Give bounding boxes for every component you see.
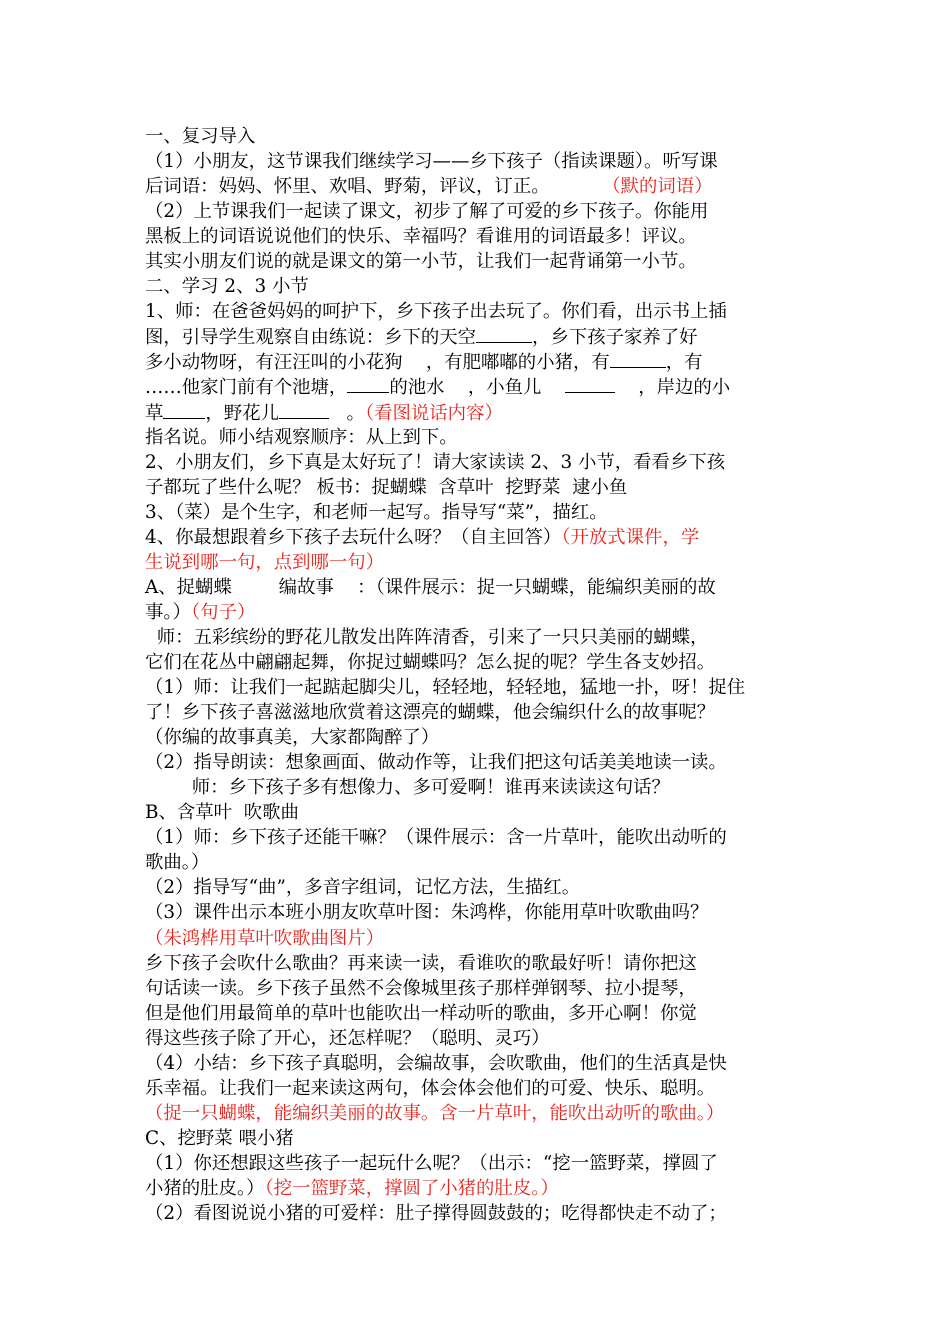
text-line <box>145 400 820 425</box>
text-line <box>145 1151 820 1176</box>
text-line <box>145 1026 820 1051</box>
line-text: 图，引导学生观察自由练说：乡下的天空 <box>145 327 477 349</box>
text-line <box>145 951 820 976</box>
red-annotation: 生说到哪一句，点到哪一句） <box>145 551 385 573</box>
line-text: 指名说。师小结观察顺序：从上到下。 <box>145 426 458 448</box>
line-text: ，有 <box>665 352 703 374</box>
text-line <box>145 324 820 349</box>
text-line <box>145 224 820 249</box>
fill-in-blank <box>163 400 205 419</box>
text-line <box>145 475 820 500</box>
fill-in-blank <box>279 400 329 419</box>
line-text: 得这些孩子除了开心，还怎样呢？（聪明、灵巧） <box>145 1027 550 1049</box>
line-text: 师：乡下孩子多有想像力、多可爱啊！谁再来读读这句话？ <box>145 777 670 799</box>
text-line <box>145 550 820 575</box>
text-line <box>145 1076 820 1101</box>
line-text: 了！乡下孩子喜滋滋地欣赏着这漂亮的蝴蝶，他会编织什么的故事呢？ <box>145 702 716 724</box>
line-text: C、挖野菜 喂小猪 <box>145 1127 294 1149</box>
text-line <box>145 149 820 174</box>
red-annotation: （句子） <box>190 601 256 623</box>
line-text: 它们在花丛中翩翩起舞，你捉过蝴蝶吗？怎么捉的呢？学生各支妙招。 <box>145 651 716 673</box>
text-line <box>145 575 820 600</box>
text-line <box>145 700 820 725</box>
line-text: （2）指导写“曲”，多音字组词，记忆方法，生描红。 <box>145 877 581 899</box>
line-text: 事。） <box>145 601 191 623</box>
line-text: 乡下孩子会吹什么歌曲？再来读一读，看谁吹的歌最好听！请你把这 <box>145 952 697 974</box>
line-text: （1）小朋友，这节课我们继续学习——乡下孩子（指读课题）。听写课 <box>145 151 718 173</box>
line-text: （2）指导朗读：想象画面、做动作等，让我们把这句话美美地读一读。 <box>145 752 727 774</box>
text-line <box>145 1201 820 1226</box>
line-text: ，岸边的小 <box>614 377 731 399</box>
line-text: 句话读一读。乡下孩子虽然不会像城里孩子那样弹钢琴、拉小提琴， <box>145 977 697 999</box>
line-text: （2）上节课我们一起读了课文，初步了解了可爱的乡下孩子。你能用 <box>145 201 709 223</box>
text-line <box>145 1126 820 1151</box>
text-line <box>145 775 820 800</box>
line-text: 其实小朋友们说的就是课文的第一小节，让我们一起背诵第一小节。 <box>145 251 697 273</box>
line-text: 的池水 ，小鱼儿 <box>389 377 565 399</box>
line-text: ……他家门前有个池塘， <box>145 377 348 399</box>
line-text: （1）师：让我们一起踮起脚尖儿，轻轻地，轻轻地，猛地一扑，呀！捉住 <box>145 677 746 699</box>
text-line <box>145 900 820 925</box>
line-text: 师：五彩缤纷的野花儿散发出阵阵清香，引来了一只只美丽的蝴蝶， <box>145 626 709 648</box>
line-text: （3）课件出示本班小朋友吹草叶图：朱鸿桦，你能用草叶吹歌曲吗？ <box>145 902 709 924</box>
line-text: 乐幸福。让我们一起来读这两句，体会体会他们的可爱、快乐、聪明。 <box>145 1077 716 1099</box>
red-annotation: （挖一篮野菜，撑圆了小猪的肚皮。） <box>264 1177 559 1199</box>
red-annotation: （默的词语） <box>602 176 713 198</box>
line-text: 2、小朋友们，乡下真是太好玩了！请大家读读 2、3 小节，看看乡下孩 <box>145 451 726 473</box>
text-line <box>145 800 820 825</box>
fill-in-blank <box>347 374 389 393</box>
text-line <box>145 850 820 875</box>
line-text: （2）看图说说小猪的可爱样：肚子撑得圆鼓鼓的；吃得都快走不动了； <box>145 1203 727 1225</box>
line-text: （1）你还想跟这些孩子一起玩什么呢？（出示：“挖一篮野菜，撑圆了 <box>145 1152 718 1174</box>
line-text: 。 <box>328 402 365 424</box>
text-line <box>145 299 820 324</box>
red-annotation: （看图说话内容） <box>364 402 503 424</box>
fill-in-blank <box>476 324 532 343</box>
text-line <box>145 1101 820 1126</box>
text-line <box>145 1176 820 1201</box>
line-text: 草 <box>145 402 164 424</box>
text-line <box>145 926 820 951</box>
line-text: A、捉蝴蝶 编故事 ：（课件展示：捉一只蝴蝶，能编织美丽的故 <box>145 576 716 598</box>
line-text: 二、学习 2、3 小节 <box>145 276 309 298</box>
red-annotation: （朱鸿桦用草叶吹歌曲图片） <box>145 927 385 949</box>
red-annotation: （捉一只蝴蝶，能编织美丽的故事。含一片草叶，能吹出动听的歌曲。） <box>145 1102 725 1124</box>
text-line <box>145 500 820 525</box>
text-line <box>145 875 820 900</box>
text-line <box>145 976 820 1001</box>
text-line <box>145 349 820 374</box>
text-line <box>145 825 820 850</box>
text-line <box>145 374 820 399</box>
text-line <box>145 650 820 675</box>
line-text: 多小动物呀，有汪汪叫的小花狗 ，有肥嘟嘟的小猪，有 <box>145 352 610 374</box>
fill-in-blank <box>565 374 615 393</box>
line-text: ，野花儿 <box>205 402 279 424</box>
line-text: 一、复习导入 <box>145 126 256 147</box>
text-line <box>145 199 820 224</box>
text-line <box>145 725 820 750</box>
line-text: 子都玩了些什么呢？ 板书：捉蝴蝶 含草叶 挖野菜 逮小鱼 <box>145 476 628 498</box>
line-text: （1）师：乡下孩子还能干嘛？（课件展示：含一片草叶，能吹出动听的 <box>145 827 727 849</box>
text-line <box>145 274 820 299</box>
text-line <box>145 750 820 775</box>
line-text: B、含草叶 吹歌曲 <box>145 802 299 824</box>
text-line <box>145 249 820 274</box>
line-text: （4）小结：乡下孩子真聪明，会编故事，会吹歌曲，他们的生活真是快 <box>145 1052 727 1074</box>
text-line <box>145 174 820 199</box>
text-line <box>145 124 820 149</box>
red-annotation: （开放式课件，学 <box>561 526 700 548</box>
line-text: 小猪的肚皮。） <box>145 1177 265 1199</box>
text-line <box>145 675 820 700</box>
line-text: 后词语：妈妈、怀里、欢唱、野菊，评议，订正。 <box>145 176 550 198</box>
text-line <box>145 600 820 625</box>
line-text: 1、师：在爸爸妈妈的呵护下，乡下孩子出去玩了。你们看，出示书上插 <box>145 301 727 323</box>
text-line <box>145 450 820 475</box>
line-text: ，乡下孩子家养了好 <box>532 327 698 349</box>
text-line <box>145 425 820 450</box>
line-text: （你编的故事真美，大家都陶醉了） <box>145 727 440 749</box>
line-text: 但是他们用最简单的草叶也能吹出一样动听的歌曲，多开心啊！你觉 <box>145 1002 697 1024</box>
line-text: 黑板上的词语说说他们的快乐、幸福吗？看谁用的词语最多！评议。 <box>145 226 697 248</box>
fill-in-blank <box>610 349 666 368</box>
line-text: 歌曲。） <box>145 852 210 874</box>
text-line <box>145 625 820 650</box>
line-text: 4、你最想跟着乡下孩子去玩什么呀？（自主回答） <box>145 526 562 548</box>
text-line <box>145 1051 820 1076</box>
text-line <box>145 525 820 550</box>
text-line <box>145 1001 820 1026</box>
line-text: 3、（菜）是个生字，和老师一起写。指导写“菜”，描红。 <box>145 501 608 523</box>
